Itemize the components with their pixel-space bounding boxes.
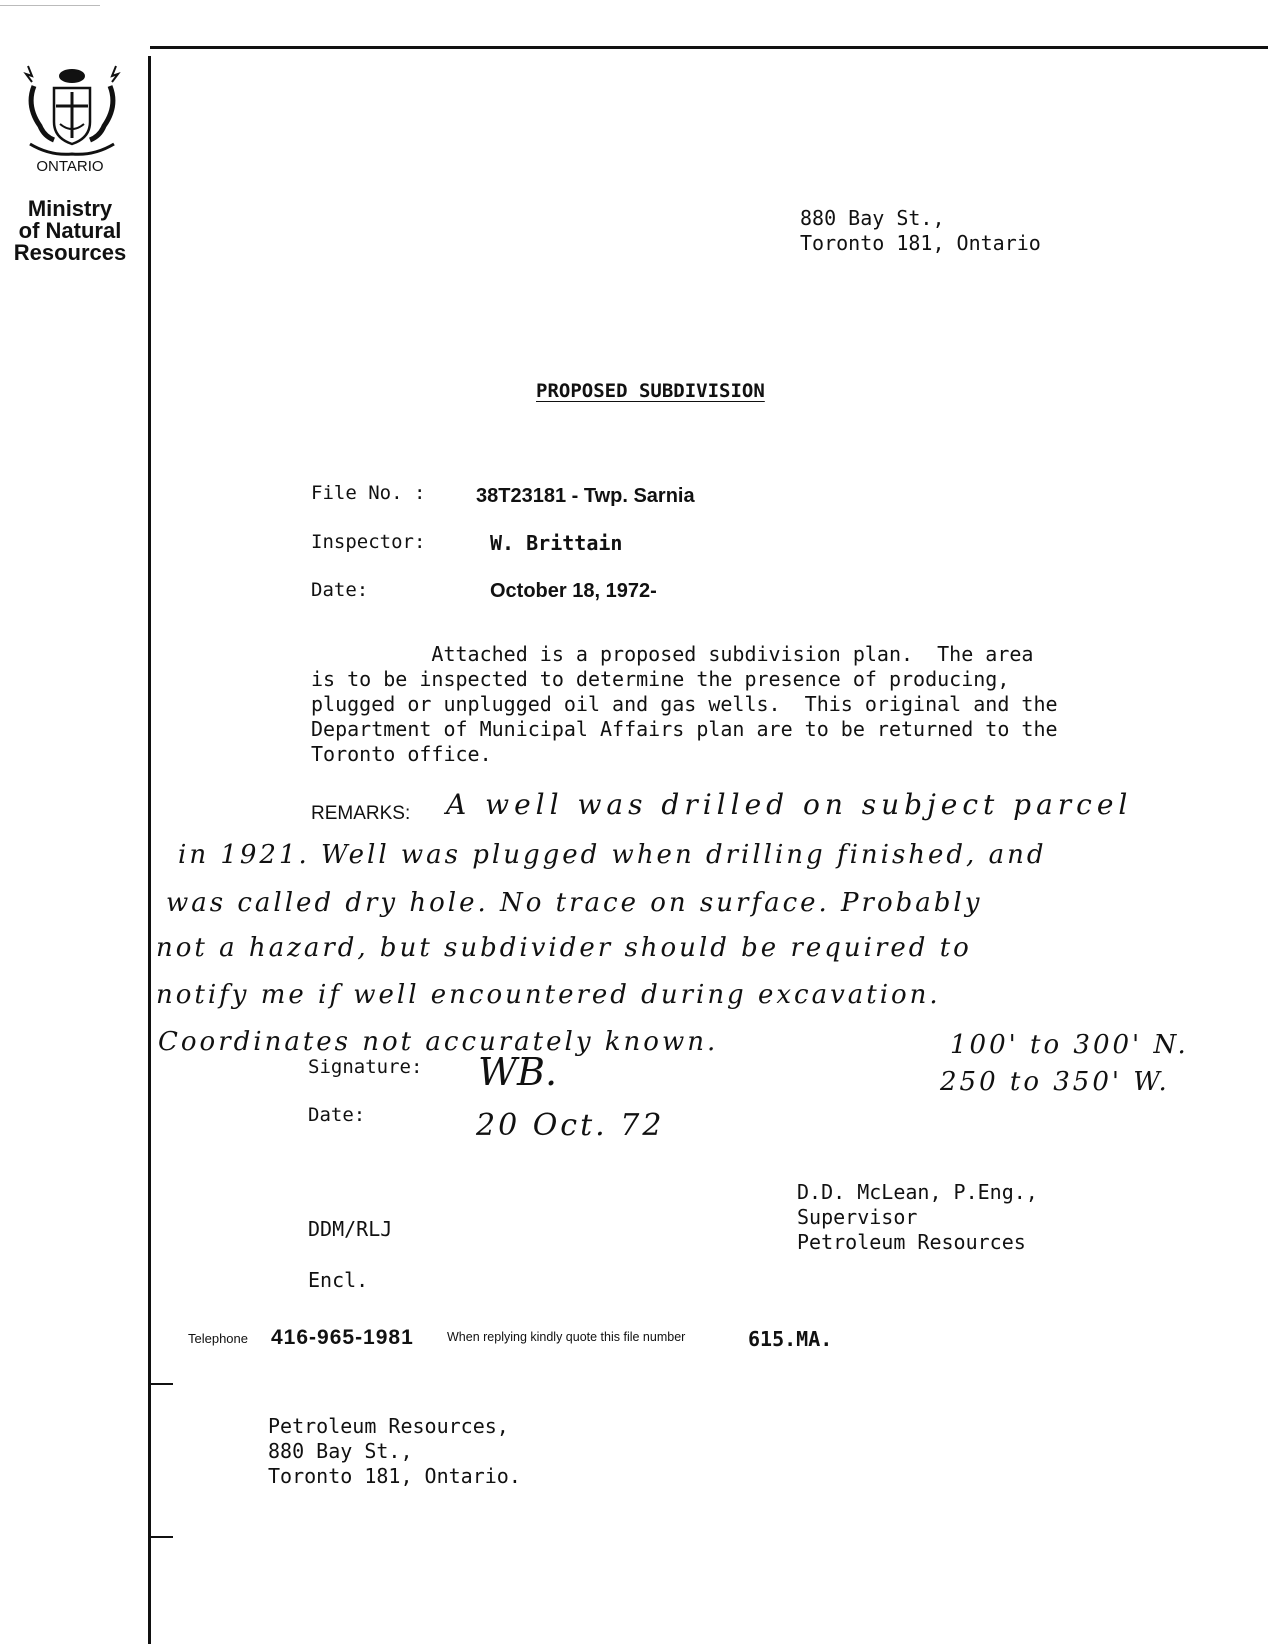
signer-title: Supervisor <box>797 1205 918 1229</box>
body-line-4: Department of Municipal Affairs plan are to be returned to the <box>311 717 1058 741</box>
province-label: ONTARIO <box>36 158 104 175</box>
remarks-handwritten-line-1: A well was drilled on subject parcel <box>446 788 1133 821</box>
inspector-label: Inspector: <box>311 531 426 553</box>
coordinates-west: 250 to 350' W. <box>940 1067 1170 1097</box>
remarks-handwritten-line-2: in 1921. Well was plugged when drilling finished, and <box>178 840 1047 870</box>
return-address-line-1: Petroleum Resources, <box>268 1414 509 1438</box>
remarks-handwritten-line-3: was called dry hole. No trace on surface. Probably <box>166 888 983 918</box>
fold-mark-1 <box>148 1383 173 1385</box>
signature-label: Signature: <box>308 1056 423 1078</box>
return-address-line-2: 880 Bay St., <box>268 1439 413 1463</box>
address-line-1: 880 Bay St., <box>800 206 945 230</box>
document-title: PROPOSED SUBDIVISION <box>536 380 765 402</box>
frame-top-rule <box>150 46 1268 49</box>
file-no-value: 38T23181 - Twp. Sarnia <box>476 485 695 507</box>
body-line-1: Attached is a proposed subdivision plan. The area <box>311 642 1034 666</box>
return-address <box>268 1414 521 1489</box>
ontario-coat-of-arms-logo <box>20 62 124 158</box>
date-value: October 18, 1972- <box>490 580 657 602</box>
body-line-3: plugged or unplugged oil and gas wells. This original and the <box>311 692 1058 716</box>
fold-mark-2 <box>148 1536 173 1538</box>
signer-name: D.D. McLean, P.Eng., <box>797 1180 1038 1204</box>
body-line-5: Toronto office. <box>311 742 492 766</box>
corner-rule <box>0 5 100 6</box>
ministry-line-3: Resources <box>13 240 127 265</box>
remarks-label: REMARKS: <box>311 803 411 824</box>
signature-handwritten: WB. <box>478 1050 558 1094</box>
remarks-handwritten-line-5: notify me if well encountered during excavation. <box>156 980 941 1010</box>
return-address-line-3: Toronto 181, Ontario. <box>268 1464 521 1488</box>
telephone-number: 416-965-1981 <box>271 1326 414 1349</box>
date-label: Date: <box>311 579 369 601</box>
signer-department: Petroleum Resources <box>797 1230 1026 1254</box>
enclosure-note: Encl. <box>308 1268 369 1292</box>
date2-label: Date: <box>308 1104 366 1126</box>
remarks-handwritten-line-4: not a hazard, but subdivider should be required to <box>156 933 972 963</box>
signer-block <box>797 1180 1038 1255</box>
date2-handwritten: 20 Oct. 72 <box>476 1108 665 1143</box>
coordinates-north: 100' to 300' N. <box>950 1030 1189 1060</box>
instruction-paragraph <box>311 642 1111 767</box>
reply-file-number: 615.MA. <box>748 1327 833 1351</box>
ministry-line-1: Ministry <box>27 196 113 221</box>
address-line-2: Toronto 181, Ontario <box>800 231 1041 255</box>
typist-initials: DDM/RLJ <box>308 1217 393 1241</box>
letterhead-address <box>800 206 1041 256</box>
inspector-value: W. Brittain <box>490 531 623 555</box>
remarks-handwritten-line-6: Coordinates not accurately known. <box>158 1027 719 1057</box>
ministry-name <box>0 198 140 264</box>
telephone-label: Telephone <box>188 1331 248 1346</box>
file-number-instruction: When replying kindly quote this file number <box>447 1330 686 1344</box>
body-line-2: is to be inspected to determine the presence of producing, <box>311 667 1010 691</box>
ministry-line-2: of Natural <box>18 218 122 243</box>
file-no-label: File No. : <box>311 482 426 504</box>
frame-left-rule <box>148 56 151 1644</box>
